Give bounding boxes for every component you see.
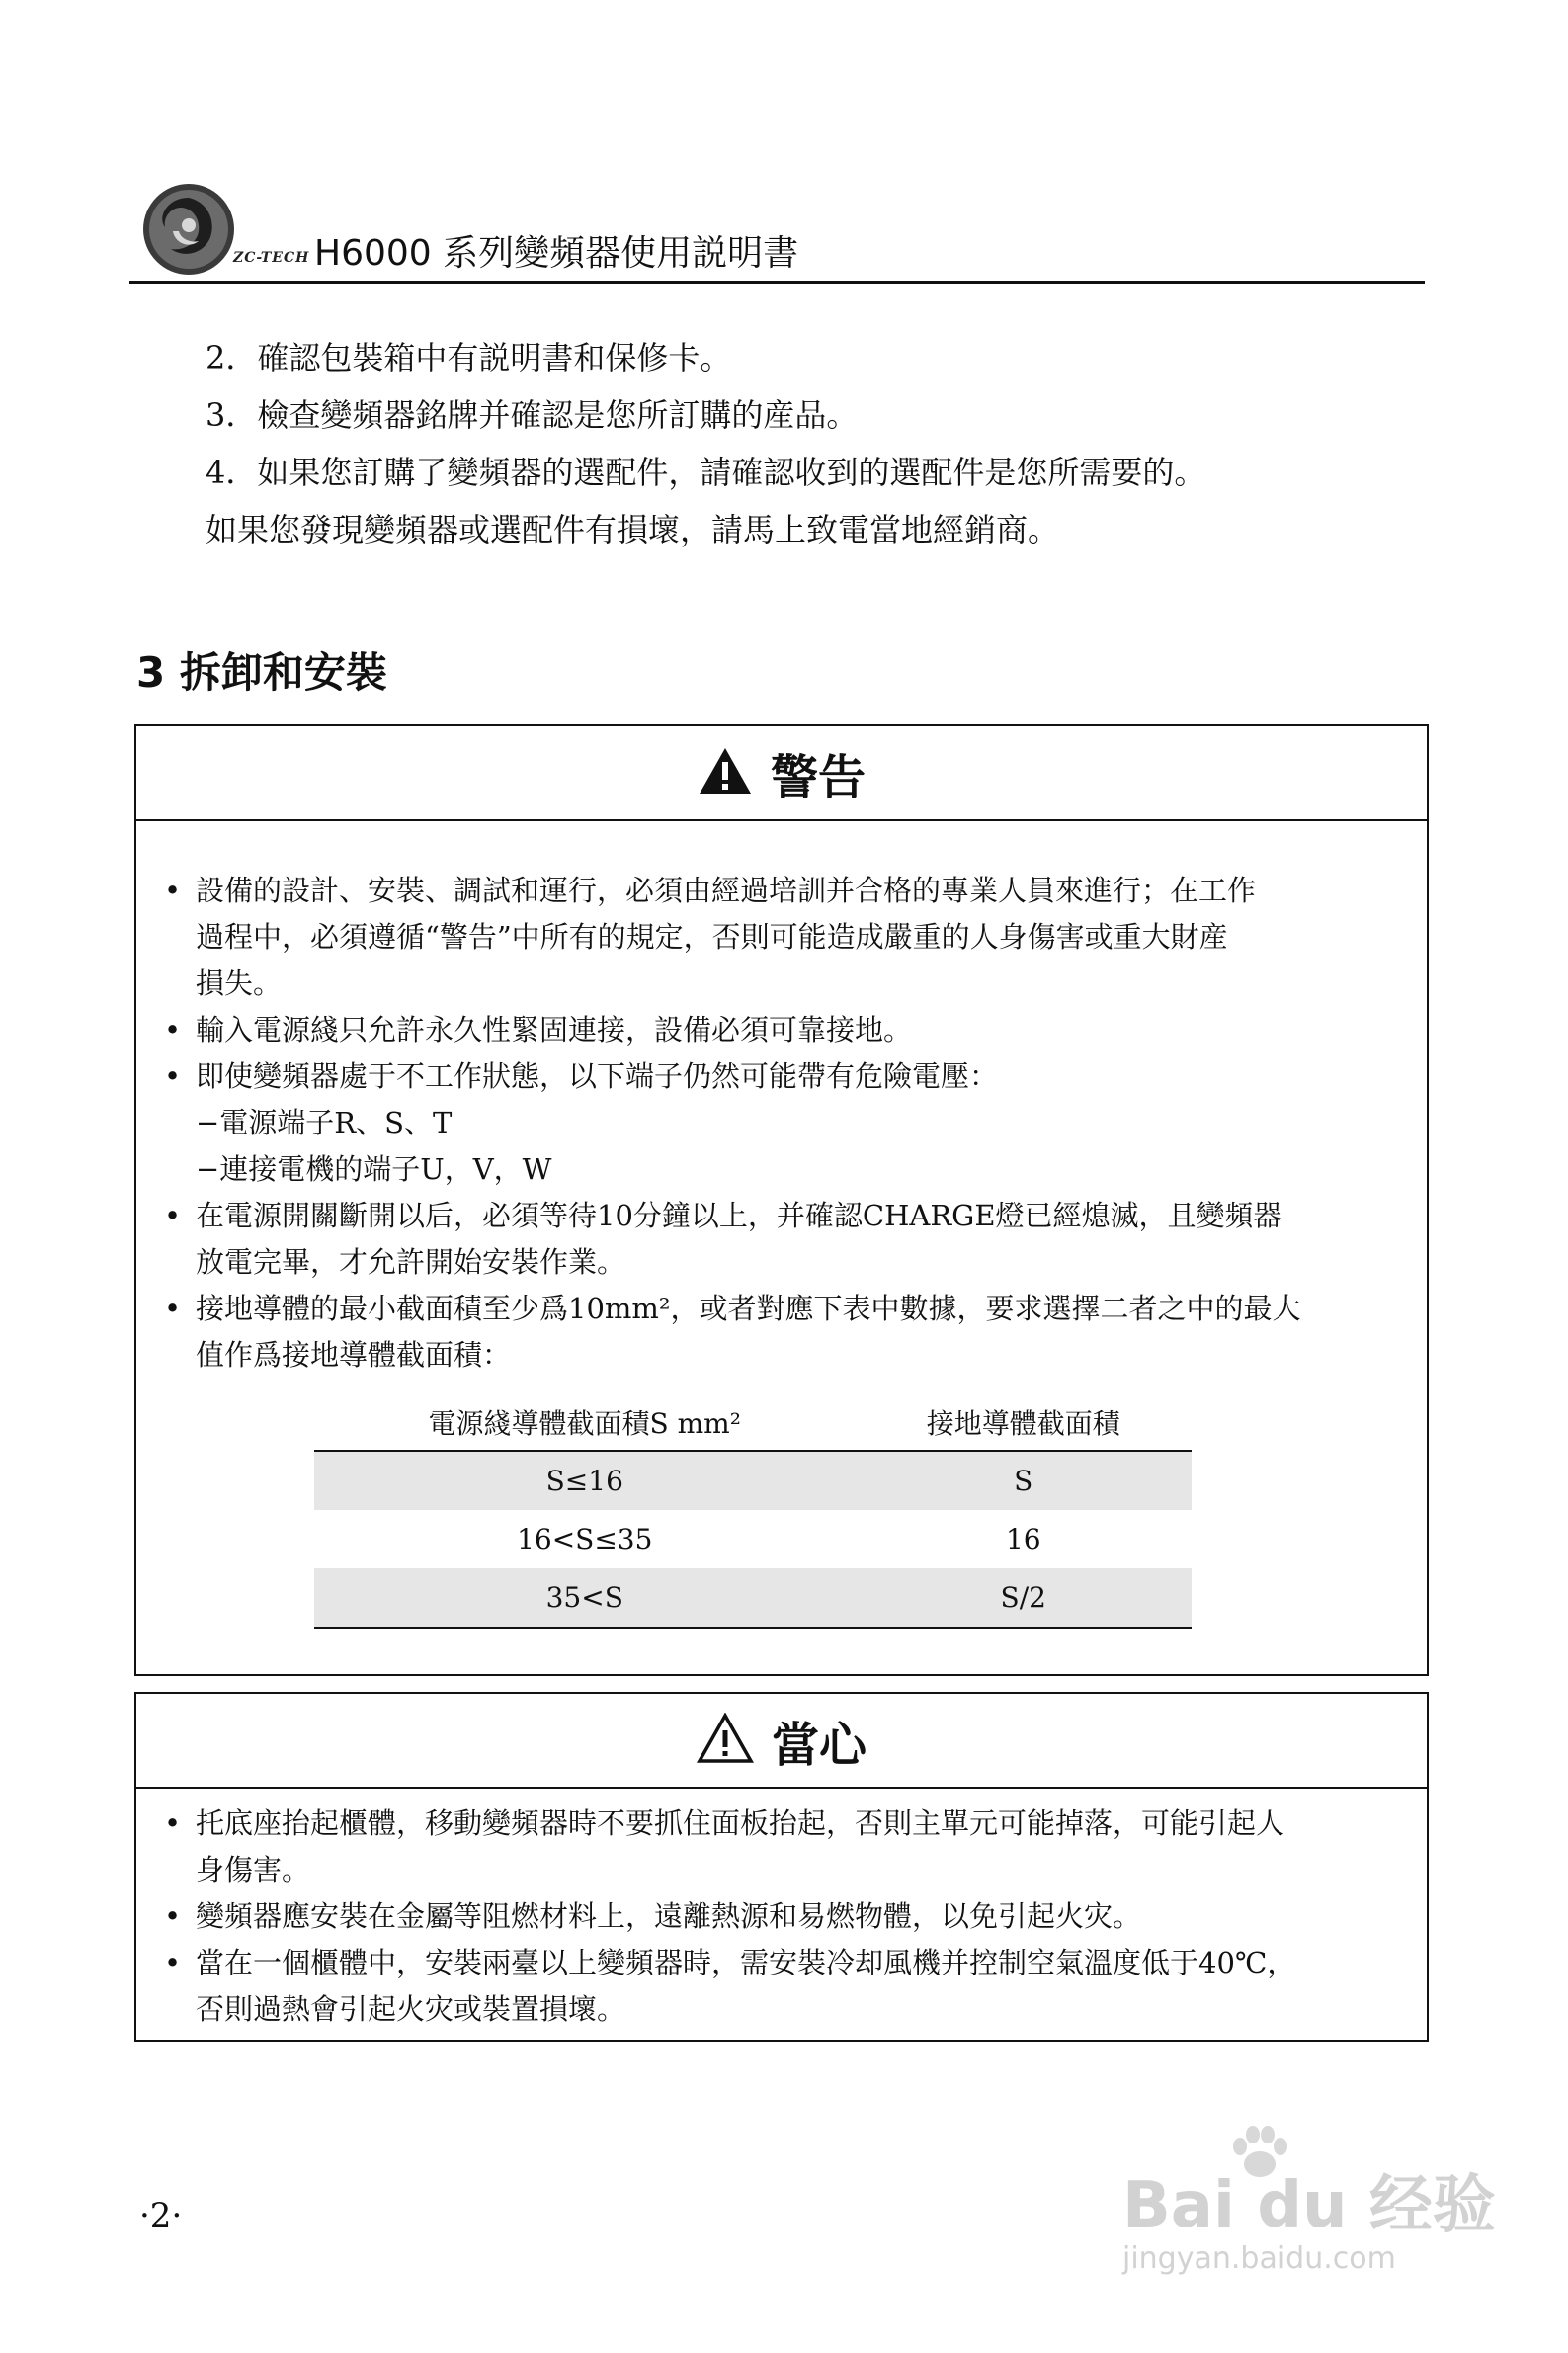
caution-header xyxy=(136,1694,1427,1789)
list-item-text: 在電源開關斷開以后，必須等待10分鐘以上，并確認CHARGE燈已經熄滅，且變頻器 xyxy=(196,1199,1282,1232)
header-divider xyxy=(129,281,1425,284)
list-item-text: 身傷害。 xyxy=(196,1853,311,1887)
table-row xyxy=(314,1451,1192,1510)
logo-text: ZC-TECH xyxy=(233,250,310,266)
list-item-text: 托底座抬起櫃體，移動變頻器時不要抓住面板抬起，否則主單元可能掉落，可能引起人 xyxy=(196,1807,1285,1840)
section-title: 3 拆卸和安裝 xyxy=(136,648,387,697)
caution-box xyxy=(134,1692,1429,2042)
list-item xyxy=(160,1893,1407,1940)
table-header-cell: 電源綫導體截面積S mm² xyxy=(314,1393,856,1451)
table-row xyxy=(314,1568,1192,1628)
table-header-row xyxy=(314,1393,1192,1451)
warning-heading: 警告 xyxy=(770,749,866,805)
bullet-icon: • xyxy=(164,1059,182,1093)
intro-line: 3．檢查變頻器銘牌并確認是您所訂購的産品。 xyxy=(206,396,859,434)
table-cell: S/2 xyxy=(856,1568,1192,1628)
list-item-text: 變頻器應安裝在金屬等阻燃材料上，遠離熱源和易燃物體，以免引起火灾。 xyxy=(196,1899,1142,1933)
list-item-text: 損失。 xyxy=(196,966,283,1000)
list-item xyxy=(160,1053,1407,1193)
page-number: ·2· xyxy=(139,2196,183,2235)
caution-heading: 當心 xyxy=(771,1717,867,1773)
table-cell: S xyxy=(856,1451,1192,1510)
list-item xyxy=(160,1286,1407,1379)
table-cell: 16 xyxy=(1005,1523,1041,1555)
bullet-icon: • xyxy=(164,1013,182,1047)
company-logo xyxy=(141,182,236,277)
warning-list xyxy=(160,868,1407,1379)
list-item xyxy=(160,1940,1407,2033)
list-item xyxy=(160,1193,1407,1286)
caution-list xyxy=(160,1801,1407,2033)
warning-triangle-icon xyxy=(698,746,753,799)
table-cell: 35<S xyxy=(314,1568,856,1628)
list-item xyxy=(160,1007,1407,1053)
warning-box xyxy=(134,724,1429,1676)
bullet-icon: • xyxy=(164,1292,182,1325)
watermark-brand: Bai du 经验 xyxy=(1122,2169,1496,2242)
watermark xyxy=(1107,2125,1496,2322)
table-cell: 16<S≤35 xyxy=(517,1523,653,1555)
list-item-text: 放電完畢，才允許開始安裝作業。 xyxy=(196,1245,626,1279)
warning-header xyxy=(136,726,1427,821)
watermark-url: jingyan.baidu.com xyxy=(1122,2241,1396,2276)
intro-line: 4．如果您訂購了變頻器的選配件，請確認收到的選配件是您所需要的。 xyxy=(206,454,1206,491)
list-item-text: 即使變頻器處于不工作狀態，以下端子仍然可能帶有危險電壓： xyxy=(196,1059,999,1093)
list-item-text: 當在一個櫃體中，安裝兩臺以上變頻器時，需安裝冷却風機并控制空氣溫度低于40℃， xyxy=(196,1946,1296,1979)
list-item xyxy=(160,1801,1407,1893)
list-item-text: −電源端子R、S、T xyxy=(196,1106,453,1139)
table-cell: S≤16 xyxy=(314,1451,856,1510)
intro-line: 如果您發現變頻器或選配件有損壞，請馬上致電當地經銷商。 xyxy=(206,511,1060,548)
caution-triangle-icon xyxy=(697,1713,754,1768)
table-row xyxy=(314,1510,1192,1568)
list-item-text: 過程中，必須遵循“警告”中所有的規定，否則可能造成嚴重的人身傷害或重大財産 xyxy=(196,920,1228,954)
list-item-text: 值作爲接地導體截面積： xyxy=(196,1338,512,1372)
list-item xyxy=(160,868,1407,1007)
intro-line: 2．確認包裝箱中有説明書和保修卡。 xyxy=(206,339,732,377)
list-item-text: 接地導體的最小截面積至少爲10mm²，或者對應下表中數據，要求選擇二者之中的最大 xyxy=(196,1292,1301,1325)
document-title: H6000 系列變頻器使用説明書 xyxy=(314,233,799,274)
bullet-icon: • xyxy=(164,874,182,907)
bullet-icon: • xyxy=(164,1899,182,1933)
list-item-text: −連接電機的端子U，V，W xyxy=(196,1152,552,1186)
ground-conductor-table xyxy=(314,1393,1192,1629)
list-item-text: 否則過熱會引起火灾或裝置損壞。 xyxy=(196,1992,626,2026)
list-item-text: 設備的設計、安裝、調試和運行，必須由經過培訓并合格的專業人員來進行；在工作 xyxy=(196,874,1257,907)
table-header-cell: 接地導體截面積 xyxy=(856,1393,1192,1451)
list-item-text: 輸入電源綫只允許永久性緊固連接，設備必須可靠接地。 xyxy=(196,1013,913,1047)
bullet-icon: • xyxy=(164,1199,182,1232)
bullet-icon: • xyxy=(164,1946,182,1979)
bullet-icon: • xyxy=(164,1807,182,1840)
